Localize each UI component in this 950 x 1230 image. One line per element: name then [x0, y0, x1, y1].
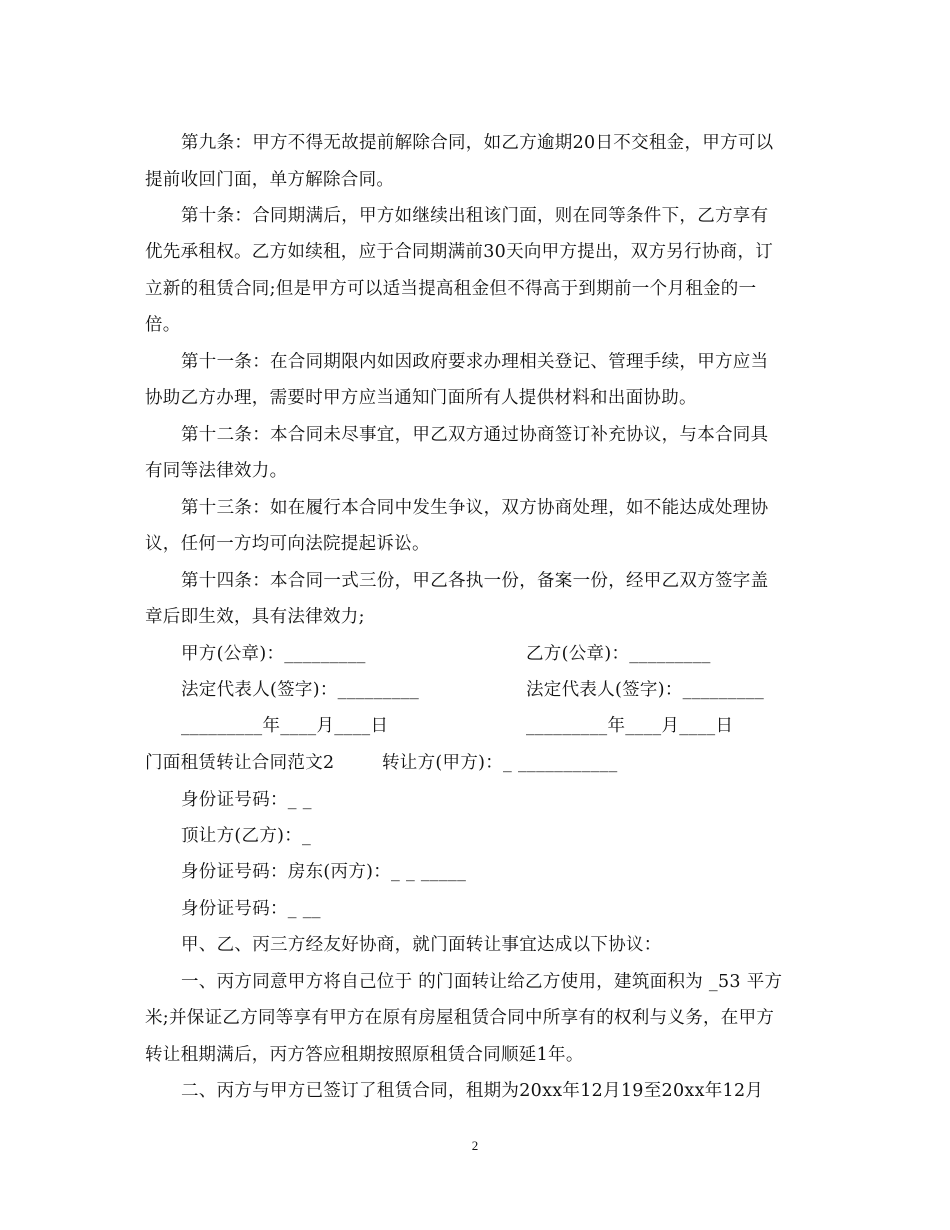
article-10-line-3: 立新的租赁合同;但是甲方可以适当提高租金但不得高于到期前一个月租金的一	[145, 279, 757, 299]
article-13-line-1: 第十三条：如在履行本合同中发生争议，双方协商处理，如不能达成处理协	[181, 498, 769, 518]
article-12-line-1: 第十二条：本合同未尽事宜，甲乙双方通过协商签订补充协议，与本合同具	[181, 425, 769, 445]
clause-1-line-3: 转让租期满后，丙方答应租期按照原租赁合同顺延1年。	[145, 1045, 584, 1065]
article-10-line-1: 第十条：合同期满后，甲方如继续出租该门面，则在同等条件下，乙方享有	[181, 206, 769, 226]
clause-2-line-1: 二、丙方与甲方已签订了租赁合同，租期为20xx年12月19至20xx年12月	[181, 1081, 764, 1101]
article-11-line-2: 协助乙方办理，需要时甲方应当通知门面所有人提供材料和出面协助。	[145, 388, 697, 408]
contract-2-title: 门面租赁转让合同范文2	[145, 753, 335, 773]
party-b-date: _________年____月____日	[526, 716, 734, 736]
party-b-representative: 法定代表人(签字)：_________	[526, 680, 765, 700]
page-number: 2	[471, 1138, 479, 1153]
article-14-line-2: 章后即生效，具有法律效力;	[145, 607, 365, 627]
party-a-seal: 甲方(公章)：_________	[181, 644, 366, 664]
article-14-line-1: 第十四条：本合同一式三份，甲乙各执一份，备案一份，经甲乙双方签字盖	[181, 571, 769, 591]
article-10-line-2: 优先承租权。乙方如续租，应于合同期满前30天向甲方提出，双方另行协商，订	[145, 242, 774, 262]
party-a-representative: 法定代表人(签字)：_________	[181, 680, 420, 700]
transferee-party-b: 顶让方(乙方)：_	[181, 826, 312, 846]
transferor-party-a: 转让方(甲方)：_ ___________	[382, 753, 618, 773]
article-9-line-2: 提前收回门面，单方解除合同。	[145, 170, 395, 190]
party-b-seal: 乙方(公章)：_________	[526, 644, 711, 664]
article-13-line-2: 议，任何一方均可向法院提起诉讼。	[145, 534, 430, 554]
party-a-date: _________年____月____日	[181, 716, 389, 736]
agreement-intro: 甲、乙、丙三方经友好协商，就门面转让事宜达成以下协议：	[181, 935, 662, 955]
id-number-landlord: 身份证号码：房东(丙方)：_ _ _____	[181, 862, 467, 882]
id-number-3: 身份证号码：_ __	[181, 899, 321, 919]
article-10-line-4: 倍。	[145, 315, 181, 335]
article-11-line-1: 第十一条：在合同期限内如因政府要求办理相关登记、管理手续，甲方应当	[181, 352, 769, 372]
id-number-1: 身份证号码：_ _	[181, 790, 312, 810]
clause-1-line-2: 米;并保证乙方同等享有甲方在原有房屋租赁合同中所享有的权利与义务，在甲方	[145, 1008, 775, 1028]
article-9-line-1: 第九条：甲方不得无故提前解除合同，如乙方逾期20日不交租金，甲方可以	[181, 133, 774, 153]
article-12-line-2: 有同等法律效力。	[145, 461, 288, 481]
clause-1-line-1: 一、丙方同意甲方将自己位于 的门面转让给乙方使用，建筑面积为 _53 平方	[181, 972, 783, 992]
